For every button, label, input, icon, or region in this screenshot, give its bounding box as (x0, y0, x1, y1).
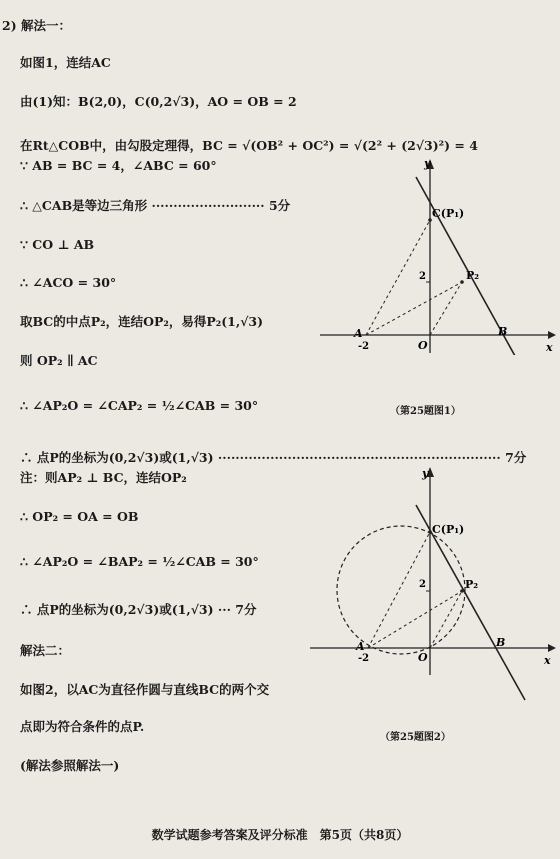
figure-1-diagram (320, 155, 560, 355)
line-solution-one-heading: 2) 解法一： (2, 18, 71, 33)
line-note: 注：则AP₂ ⊥ BC，连结OP₂ (20, 470, 187, 485)
line-parallel: 则 OP₂ ∥ AC (20, 353, 98, 368)
fig2-point-a-label: A (356, 640, 365, 653)
line-midpoint-p2: 取BC的中点P₂，连结OP₂，易得P₂(1,√3) (20, 314, 264, 329)
line-coordinates: 由(1)知：B(2,0)，C(0,2√3)，AO = OB = 2 (20, 94, 297, 109)
fig1-tick-y: 2 (419, 271, 426, 282)
fig2-point-c-label: C(P₁) (432, 523, 465, 536)
figure-1-caption: （第25题图1） (390, 406, 461, 417)
fig2-x-label: x (544, 654, 551, 667)
line-solution-two-heading: 解法二： (20, 643, 71, 658)
fig2-point-p2-label: P₂ (465, 578, 479, 591)
line-ab-bc: ∵ AB = BC = 4，∠ABC = 60° (20, 158, 217, 173)
line-angle-bap2: ∴ ∠AP₂O = ∠BAP₂ = ½∠CAB = 30° (20, 554, 259, 569)
fig1-point-b-label: B (498, 325, 508, 338)
fig1-point-c-label: C(P₁) (432, 207, 465, 220)
line-perpendicular: ∵ CO ⊥ AB (20, 237, 95, 252)
line-connect-ac: 如图1，连结AC (20, 55, 111, 70)
line-points-p: 点即为符合条件的点P. (20, 719, 145, 734)
line-angle-ap2o: ∴ ∠AP₂O = ∠CAP₂ = ½∠CAB = 30° (20, 398, 259, 413)
fig2-y-label: y (422, 467, 429, 480)
fig2-origin-label: O (418, 651, 428, 664)
fig1-point-a-label: A (354, 327, 363, 340)
fig2-point-b-label: B (496, 636, 506, 649)
fig1-point-p2-label: P₂ (466, 269, 480, 282)
line-result-one: ∴ 点P的坐标为(0,2√3)或(1,√3) ································································· 7分 (20, 450, 527, 465)
figure-2-caption: （第25题图2） (380, 732, 451, 743)
line-angle-aco: ∴ ∠ACO = 30° (20, 275, 117, 290)
line-pythagoras: 在Rt△COB中，由勾股定理得，BC = √(OB² + OC²) = √(2² + (2√3)²) = 4 (20, 138, 478, 153)
page-footer: 数学试题参考答案及评分标准 第5页（共8页） (151, 828, 409, 842)
line-result-two: ∴ 点P的坐标为(0,2√3)或(1,√3) ··· 7分 (20, 602, 257, 617)
fig1-tick-x: -2 (358, 341, 370, 352)
line-refer: (解法参照解法一) (20, 758, 120, 773)
figure-2-diagram (310, 465, 560, 715)
fig1-y-label: y (424, 157, 431, 170)
line-equilateral: ∴ △CAB是等边三角形 ·························· 5分 (20, 198, 291, 213)
fig2-tick-x: -2 (358, 653, 370, 664)
fig1-origin-label: O (418, 339, 428, 352)
fig1-x-label: x (546, 341, 553, 354)
line-circle-method: 如图2，以AC为直径作圆与直线BC的两个交 (20, 682, 270, 697)
line-op2-equal: ∴ OP₂ = OA = OB (20, 509, 139, 524)
fig2-tick-y: 2 (419, 579, 426, 590)
